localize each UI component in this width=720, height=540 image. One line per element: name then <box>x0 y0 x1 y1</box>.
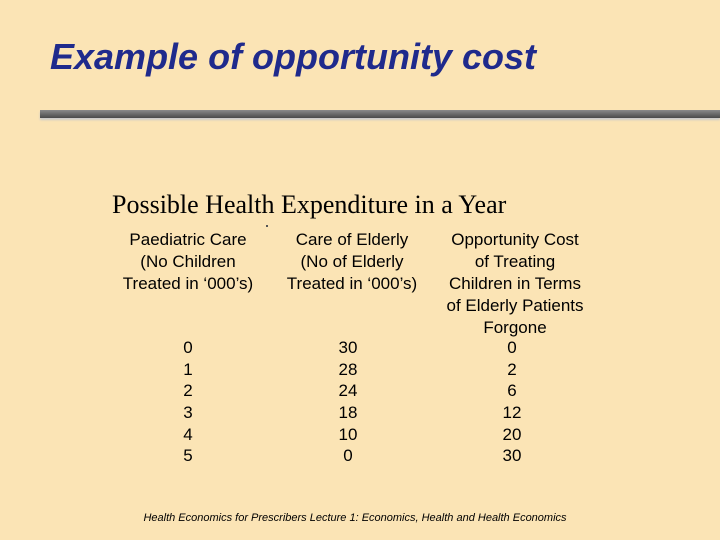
table-cell: 30 <box>338 338 358 357</box>
table-cell: 28 <box>338 359 358 379</box>
column-opportunity-cost-values <box>484 337 540 467</box>
table-cell: 1 <box>183 359 193 379</box>
table-cell: 18 <box>338 403 358 423</box>
table-cell: 3 <box>183 403 193 423</box>
table-cell: 12 <box>502 403 522 423</box>
column-header-elderly: Care of Elderly (No of Elderly Treated in ‘000’s) <box>286 230 418 293</box>
column-header-opportunity-cost: Opportunity Cost of Treating Children in Terms of Elderly Patients Forgone <box>446 230 584 337</box>
slide-footer: Health Economics for Prescribers Lecture 1: Economics, Health and Health Economics <box>143 512 567 524</box>
table-heading: Possible Health Expenditure in a Year <box>112 190 507 219</box>
table-cell: 10 <box>338 424 358 444</box>
table-cell: 0 <box>507 338 517 357</box>
table-cell: 24 <box>338 381 358 401</box>
column-paediatric-values <box>160 337 216 467</box>
title-divider <box>40 110 720 118</box>
column-elderly-values <box>320 337 376 467</box>
table-cell: 0 <box>343 446 353 466</box>
table-cell: 2 <box>183 381 193 401</box>
table-cell: 6 <box>507 381 517 401</box>
stray-mark <box>266 225 268 227</box>
table-cell: 0 <box>183 338 193 357</box>
table-cell: 2 <box>507 359 517 379</box>
column-header-paediatric: Paediatric Care (No Children Treated in ‘000’s) <box>122 230 254 293</box>
table-cell: 5 <box>183 446 193 466</box>
table-cell: 30 <box>502 446 522 466</box>
table-cell: 20 <box>502 424 522 444</box>
slide-title: Example of opportunity cost <box>50 36 537 77</box>
table-cell: 4 <box>183 424 193 444</box>
